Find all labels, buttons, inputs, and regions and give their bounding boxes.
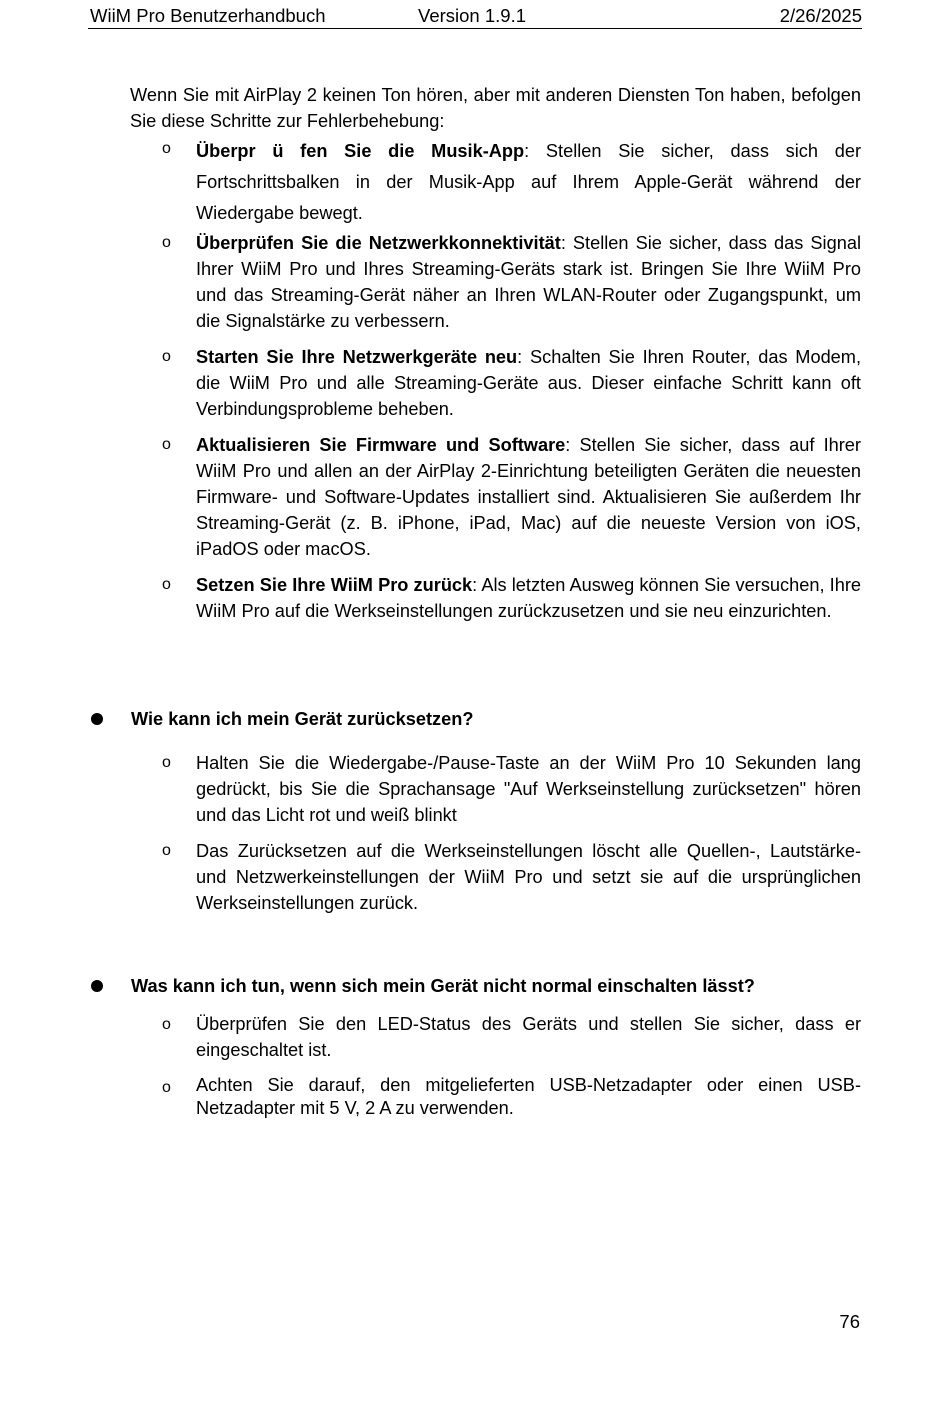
list-marker: o: [162, 1016, 171, 1033]
page-header: [88, 4, 862, 29]
step-title: Überpr ü fen Sie die Musik-App: [196, 141, 525, 161]
list-item: Achten Sie darauf, den mitgelieferten USB-Netzadapter oder einen USB-Netzadapter mit 5 V, 2 A zu verwenden.: [196, 1075, 861, 1118]
list-item: Überprüfen Sie den LED-Status des Geräts und stellen Sie sicher, dass er eingeschaltet ist.: [196, 1014, 861, 1060]
list-item: [196, 432, 861, 562]
bullet-dot: [91, 980, 103, 992]
list-item: Das Zurücksetzen auf die Werkseinstellungen löscht alle Quellen-, Lautstärke- und Netzwerkeinstellungen der WiiM Pro und setzt sie auf die ursprünglichen Werkseinstellungen zurück.: [196, 841, 861, 913]
list-item: [196, 344, 861, 422]
list-marker: o: [162, 348, 171, 365]
document-date: 2/26/2025: [779, 5, 862, 26]
list-marker: o: [162, 754, 171, 771]
list-marker: o: [162, 1079, 171, 1096]
step-title: Überprüfen Sie die Netzwerkkonnektivität: [196, 233, 561, 253]
step-text: : Als letzten Ausweg können Sie versuchen, Ihre WiiM Pro auf die Werkseinstellungen zurückzusetzen und sie neu einzurichten.: [196, 575, 861, 621]
faq-question: Was kann ich tun, wenn sich mein Gerät nicht normal einschalten lässt?: [131, 976, 755, 996]
document-title: WiiM Pro Benutzerhandbuch: [90, 5, 326, 26]
step-text: : Schalten Sie Ihren Router, das Modem, die WiiM Pro und alle Streaming-Geräte aus. Dieser einfache Schritt kann oft Verbindungsprobleme beheben.: [196, 347, 861, 419]
step-text: : Stellen Sie sicher, dass das Signal Ihrer WiiM Pro und Ihres Streaming-Geräts stark ist. Bringen Sie Ihre WiiM Pro und das Streaming-Gerät näher an Ihren WLAN-Router oder Zugangspunkt, um die Signalstärke zu verbessern.: [196, 233, 861, 331]
step-title: Setzen Sie Ihre WiiM Pro zurück: [196, 575, 473, 595]
list-marker: o: [162, 140, 171, 157]
page-number: 76: [839, 1311, 860, 1332]
list-marker: o: [162, 576, 171, 593]
list-marker: o: [162, 234, 171, 251]
step-title: Aktualisieren Sie Firmware und Software: [196, 435, 566, 455]
document-version: Version 1.9.1: [418, 5, 526, 26]
step-text: : Stellen Sie sicher, dass sich der Fortschrittsbalken in der Musik-App auf Ihrem Apple-Gerät während der Wiedergabe bewegt.: [196, 141, 862, 223]
step-title: Starten Sie Ihre Netzwerkgeräte neu: [196, 347, 518, 367]
list-item: [196, 136, 861, 229]
list-marker: o: [162, 436, 171, 453]
step-text: : Stellen Sie sicher, dass auf Ihrer WiiM Pro und allen an der AirPlay 2-Einrichtung beteiligten Geräten die neuesten Firmware- und Software-Updates installiert sind. Aktualisieren Sie außerdem Ihr Streaming-Gerät (z. B. iPhone, iPad, Mac) auf die neueste Version von iOS, iPadOS oder macOS.: [196, 435, 861, 559]
faq-question: Wie kann ich mein Gerät zurücksetzen?: [131, 709, 474, 729]
list-item: Halten Sie die Wiedergabe-/Pause-Taste an der WiiM Pro 10 Sekunden lang gedrückt, bis Sie die Sprachansage "Auf Werkseinstellung zurücksetzen" hören und das Licht rot und weiß blinkt: [196, 753, 861, 825]
intro-paragraph: Wenn Sie mit AirPlay 2 keinen Ton hören, aber mit anderen Diensten Ton haben, befolgen Sie diese Schritte zur Fehlerbehebung:: [130, 85, 861, 131]
bullet-dot: [91, 713, 103, 725]
list-marker: o: [162, 842, 171, 859]
list-item: [196, 230, 861, 334]
list-item: [196, 572, 861, 624]
